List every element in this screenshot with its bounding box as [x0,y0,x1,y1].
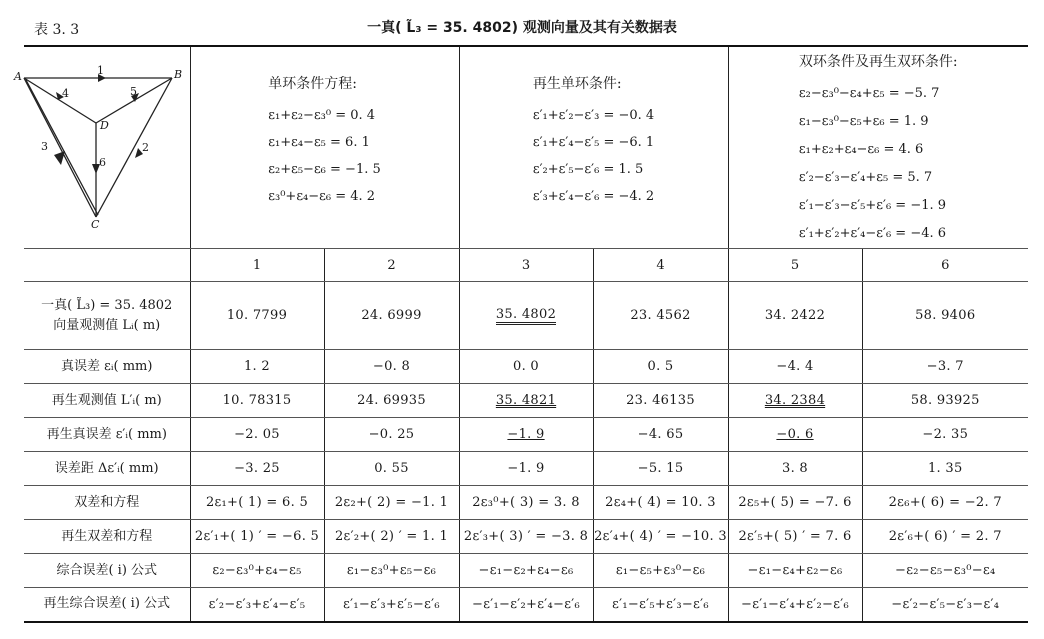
column-header: 3 [459,249,593,282]
edge-label-6: 6 [99,156,106,169]
edge-label-3: 3 [41,140,48,153]
table-cell: 58. 93925 [862,384,1028,418]
table-cell: 2ε₁+( 1) = 6. 5 [190,486,324,520]
network-diagram [14,47,190,244]
edge-label-1: 1 [97,64,104,77]
column-header: 1 [190,249,324,282]
row-label: 再生综合误差( i) 公式 [24,588,190,622]
corner-cell [24,249,190,282]
table-cell: 24. 6999 [324,282,459,350]
table-cell: 23. 4562 [593,282,728,350]
table-cell: −4. 4 [728,350,862,384]
node-d: D [100,119,109,132]
column-header: 4 [593,249,728,282]
table-cell: 2ε′₁+( 1) ′ = −6. 5 [190,520,324,554]
equation: ε₁+ε₂−ε₃⁰ = 0. 4 [268,108,376,123]
row-label: 双差和方程 [24,486,190,520]
table-cell: −0. 6 [728,418,862,452]
double-loop-equations [799,48,958,248]
equation: ε₁+ε₄−ε₅ = 6. 1 [268,135,370,150]
edge-label-2: 2 [142,141,149,154]
equation: ε₁−ε₃⁰−ε₅+ε₆ = 1. 9 [798,113,929,129]
table-cell: 0. 5 [593,350,728,384]
table-cell: −4. 65 [593,418,728,452]
table-row [24,282,1028,350]
table-cell: 58. 9406 [862,282,1028,350]
column-header: 5 [728,249,862,282]
table-cell: 2ε₂+( 2) = −1. 1 [324,486,459,520]
table-row [24,486,1028,520]
table-cell: 2ε′₄+( 4) ′ = −10. 3 [593,520,728,554]
column-header: 6 [862,249,1028,282]
equation: ε₃⁰+ε₄−ε₆ = 4. 2 [268,189,376,204]
row-label: 综合误差( i) 公式 [24,554,190,588]
table-cell: 2ε′₅+( 5) ′ = 7. 6 [728,520,862,554]
single-loop-cell [190,46,459,249]
table-row [24,554,1028,588]
regen-loop-title: 再生单环条件: [532,76,622,92]
equation: ε′₁−ε′₃−ε′₅+ε′₆ = −1. 9 [798,197,947,213]
single-loop-title: 单环条件方程: [268,76,357,92]
table-cell: 2ε₃⁰+( 3) = 3. 8 [459,486,593,520]
row-label: 误差距 Δε′ᵢ( mm) [24,452,190,486]
table-label: 表 3. 3 [34,22,80,38]
table-cell: 2ε′₃+( 3) ′ = −3. 8 [459,520,593,554]
equation: ε₁+ε₂+ε₄−ε₆ = 4. 6 [798,141,924,157]
edge-label-5: 5 [130,85,137,98]
table-cell: −1. 9 [459,452,593,486]
equation: ε′₂−ε′₃−ε′₄+ε₅ = 5. 7 [798,169,933,185]
row-label: 再生观测值 L′ᵢ( m) [24,384,190,418]
row-label: 一真( L̃₃) = 35. 4802 向量观测值 Lᵢ( m) [24,282,190,350]
table-cell: 2ε₄+( 4) = 10. 3 [593,486,728,520]
data-table [14,45,1028,623]
equation: ε′₁+ε′₂−ε′₃ = −0. 4 [532,108,655,123]
regen-loop-equations [533,71,654,210]
single-loop-equations [268,71,380,210]
double-loop-cell [728,46,1028,249]
edge-label-4: 4 [62,87,69,100]
table-title: 一真( L̃₃ = 35. 4802) 观测向量及其有关数据表 [367,20,677,36]
equation: ε′₃+ε′₄−ε′₆ = −4. 2 [532,189,655,204]
table-row [24,350,1028,384]
table-cell: −ε₁−ε₄+ε₂−ε₆ [728,554,862,588]
equation: ε′₁+ε′₂+ε′₄−ε′₆ = −4. 6 [798,225,947,241]
table-cell: 34. 2384 [728,384,862,418]
table-cell: 2ε′₆+( 6) ′ = 2. 7 [862,520,1028,554]
node-c: C [91,218,100,231]
table-cell: 1. 2 [190,350,324,384]
row-label: 再生真误差 ε′ᵢ( mm) [24,418,190,452]
regen-loop-cell [459,46,728,249]
table-cell: 24. 69935 [324,384,459,418]
table-cell: ε₁−ε₅+ε₃⁰−ε₆ [593,554,728,588]
column-header-row [24,249,1028,282]
table-row [24,384,1028,418]
table-cell: 34. 2422 [728,282,862,350]
table-cell: ε′₂−ε′₃+ε′₄−ε′₅ [190,588,324,622]
table-cell: ε₂−ε₃⁰+ε₄−ε₅ [190,554,324,588]
row-label: 真误差 εᵢ( mm) [24,350,190,384]
table-cell: −5. 15 [593,452,728,486]
column-header: 2 [324,249,459,282]
table-cell: −ε₁−ε₂+ε₄−ε₆ [459,554,593,588]
node-b: B [174,68,183,81]
row-label: 再生双差和方程 [24,520,190,554]
equation: ε₂+ε₅−ε₆ = −1. 5 [268,162,381,177]
table-cell: 35. 4802 [459,282,593,350]
table-cell: 1. 35 [862,452,1028,486]
table-cell: ε₁−ε₃⁰+ε₅−ε₆ [324,554,459,588]
table-cell: −ε₂−ε₅−ε₃⁰−ε₄ [862,554,1028,588]
double-loop-title: 双环条件及再生双环条件: [798,53,958,70]
table-cell: 3. 8 [728,452,862,486]
table-row [24,520,1028,554]
table-cell: 10. 7799 [190,282,324,350]
table-cell: ε′₁−ε′₃+ε′₅−ε′₆ [324,588,459,622]
equation: ε′₂+ε′₅−ε′₆ = 1. 5 [532,162,644,177]
table-row [24,452,1028,486]
diagram-cell [14,46,190,249]
table-cell: −ε′₁−ε′₄+ε′₂−ε′₆ [728,588,862,622]
table-row [24,418,1028,452]
table-cell: −2. 35 [862,418,1028,452]
equation: ε₂−ε₃⁰−ε₄+ε₅ = −5. 7 [798,85,940,101]
table-cell: 10. 78315 [190,384,324,418]
table-cell: 2ε′₂+( 2) ′ = 1. 1 [324,520,459,554]
table-cell: −3. 25 [190,452,324,486]
table-cell: 35. 4821 [459,384,593,418]
table-cell: −0. 25 [324,418,459,452]
table-row [24,588,1028,622]
conditions-row [24,46,1028,249]
table-cell: −3. 7 [862,350,1028,384]
table-cell: −0. 8 [324,350,459,384]
equation: ε′₁+ε′₄−ε′₅ = −6. 1 [532,135,655,150]
edge-4 [24,78,96,123]
table-cell: −2. 05 [190,418,324,452]
table-cell: −ε′₁−ε′₂+ε′₄−ε′₆ [459,588,593,622]
table-cell: 0. 55 [324,452,459,486]
table-cell: 0. 0 [459,350,593,384]
table-cell: −ε′₂−ε′₅−ε′₃−ε′₄ [862,588,1028,622]
table-cell: 23. 46135 [593,384,728,418]
node-a: A [14,70,22,83]
table-cell: 2ε₅+( 5) = −7. 6 [728,486,862,520]
table-cell: −1. 9 [459,418,593,452]
table-cell: ε′₁−ε′₅+ε′₃−ε′₆ [593,588,728,622]
table-cell: 2ε₆+( 6) = −2. 7 [862,486,1028,520]
